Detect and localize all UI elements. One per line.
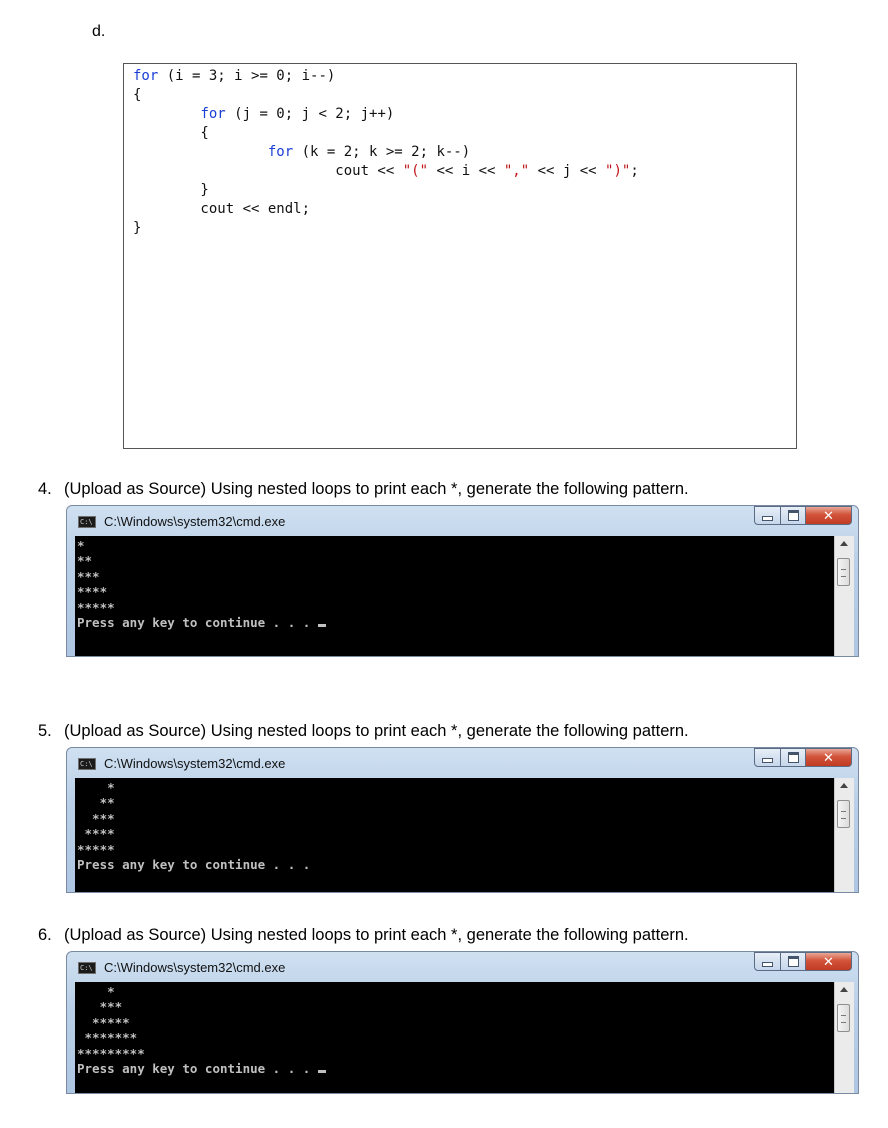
code-string: ","	[503, 163, 530, 179]
title-bar[interactable]	[67, 506, 858, 536]
console-line: *	[77, 984, 115, 999]
minimize-button[interactable]	[754, 748, 781, 767]
console-line: ****	[77, 584, 108, 600]
code-token: << j <<	[529, 163, 606, 179]
section-label: d.	[92, 23, 106, 40]
maximize-button[interactable]	[781, 506, 806, 525]
console-line: Press any key to continue . . .	[77, 615, 834, 630]
console-line: ***	[77, 810, 115, 826]
code-string: "("	[402, 163, 429, 179]
close-icon: ✕	[823, 507, 834, 523]
question-text: (Upload as Source) Using nested loops to print each *, generate the following pattern.	[64, 480, 689, 498]
code-line	[133, 124, 796, 143]
vertical-scrollbar[interactable]	[834, 536, 854, 656]
cmd-app-icon: C:\	[78, 516, 96, 528]
scroll-up-arrow-icon[interactable]	[840, 541, 848, 546]
console-line: *******	[77, 1030, 138, 1046]
code-token: {	[133, 125, 209, 141]
maximize-icon	[788, 752, 799, 763]
console-line: ***	[77, 568, 100, 584]
code-line	[133, 181, 796, 200]
window-title: C:\Windows\system32\cmd.exe	[104, 514, 286, 529]
code-listing-box	[123, 63, 797, 449]
maximize-button[interactable]	[781, 952, 806, 971]
close-icon: ✕	[823, 749, 834, 765]
text-cursor	[318, 624, 326, 627]
code-keyword: for	[267, 144, 294, 160]
scroll-thumb[interactable]	[837, 558, 850, 586]
console-line: *	[77, 780, 115, 795]
scroll-thumb[interactable]	[837, 1004, 850, 1032]
minimize-icon	[762, 962, 773, 967]
scroll-thumb[interactable]	[837, 800, 850, 828]
console-line: *****	[77, 1014, 130, 1030]
minimize-button[interactable]	[754, 506, 781, 525]
code-line	[133, 219, 796, 238]
minimize-icon	[762, 758, 773, 763]
code-token: (j = 0; j < 2; j++)	[225, 106, 395, 122]
maximize-button[interactable]	[781, 748, 806, 767]
question-text: (Upload as Source) Using nested loops to print each *, generate the following pattern.	[64, 926, 689, 944]
code-string: ")"	[605, 163, 631, 179]
question-number: 5.	[38, 722, 52, 740]
console-line: **	[77, 795, 115, 811]
close-icon: ✕	[823, 953, 834, 969]
console-line: *	[77, 538, 85, 553]
code-line	[133, 162, 796, 181]
console-line: *********	[77, 1045, 145, 1061]
cmd-app-icon: C:\	[78, 758, 96, 770]
console-output[interactable]	[75, 778, 834, 892]
code-token	[133, 106, 200, 122]
close-button[interactable]	[806, 506, 852, 525]
minimize-button[interactable]	[754, 952, 781, 971]
code-keyword: for	[133, 68, 159, 84]
console-output[interactable]	[75, 536, 834, 656]
question-4	[38, 480, 689, 499]
minimize-icon	[762, 516, 773, 521]
code-listing	[124, 64, 796, 238]
maximize-icon	[788, 510, 799, 521]
code-token	[133, 144, 268, 160]
cmd-window-q4	[66, 505, 859, 657]
code-token: cout << endl;	[133, 201, 311, 217]
console-line: *****	[77, 841, 115, 857]
code-token: }	[133, 220, 142, 236]
cmd-app-icon: C:\	[78, 962, 96, 974]
window-title: C:\Windows\system32\cmd.exe	[104, 756, 286, 771]
maximize-icon	[788, 956, 799, 967]
console-line: ****	[77, 826, 115, 842]
console-line: Press any key to continue . . .	[77, 1061, 834, 1076]
title-bar[interactable]	[67, 748, 858, 778]
code-line	[133, 105, 796, 124]
window-title: C:\Windows\system32\cmd.exe	[104, 960, 286, 975]
console-line: *****	[77, 599, 115, 615]
question-number: 6.	[38, 926, 52, 944]
console-output[interactable]	[75, 982, 834, 1093]
code-keyword: for	[200, 106, 226, 122]
vertical-scrollbar[interactable]	[834, 778, 854, 892]
cmd-window-q5	[66, 747, 859, 893]
code-token: }	[133, 182, 209, 198]
question-number: 4.	[38, 480, 52, 498]
code-token: << i <<	[428, 163, 504, 179]
code-token: ;	[630, 163, 639, 179]
scroll-up-arrow-icon[interactable]	[840, 987, 848, 992]
code-token: (k = 2; k >= 2; k--)	[293, 144, 471, 160]
console-line: Press any key to continue . . .	[77, 857, 311, 873]
question-5	[38, 722, 689, 741]
cmd-window-q6	[66, 951, 859, 1094]
console-line: ***	[77, 999, 123, 1015]
code-line	[133, 143, 796, 162]
close-button[interactable]	[806, 748, 852, 767]
code-line	[133, 86, 796, 105]
scroll-up-arrow-icon[interactable]	[840, 783, 848, 788]
code-token: {	[133, 87, 142, 103]
code-token: (i = 3; i >= 0; i--)	[158, 68, 336, 84]
code-line	[133, 200, 796, 219]
vertical-scrollbar[interactable]	[834, 982, 854, 1093]
title-bar[interactable]	[67, 952, 858, 982]
question-6	[38, 926, 689, 945]
code-line	[133, 67, 796, 86]
console-line: **	[77, 553, 93, 569]
close-button[interactable]	[806, 952, 852, 971]
question-text: (Upload as Source) Using nested loops to print each *, generate the following pattern.	[64, 722, 689, 740]
text-cursor	[318, 1070, 326, 1073]
code-token: cout <<	[133, 163, 403, 179]
